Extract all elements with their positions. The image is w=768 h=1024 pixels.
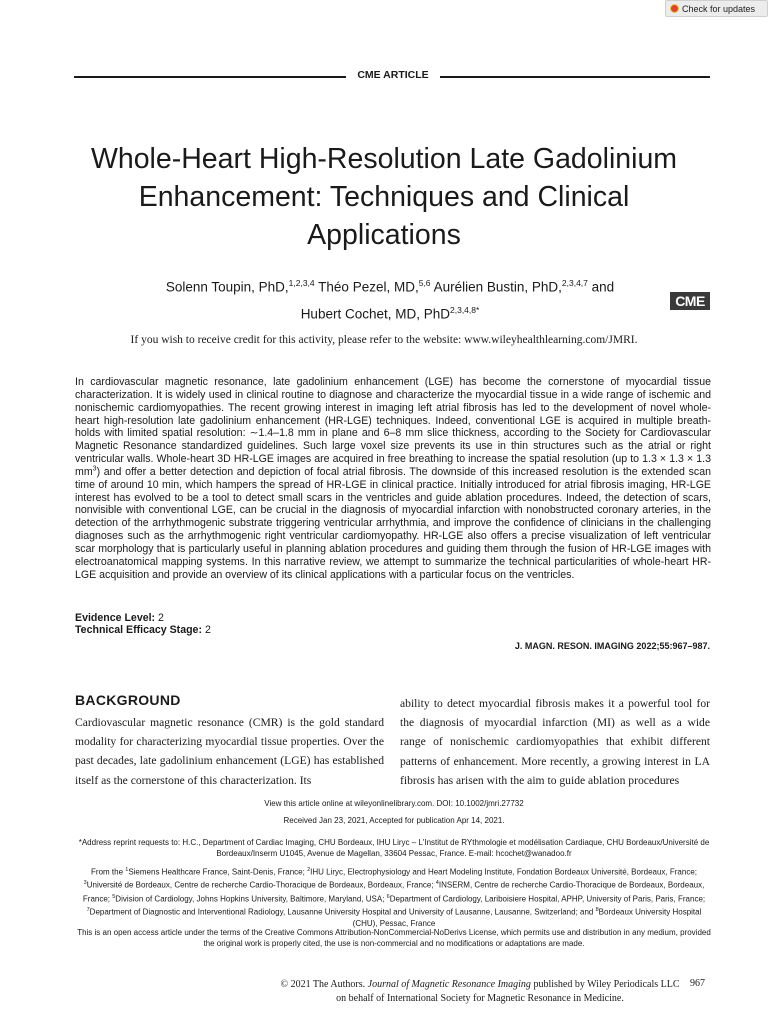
page-number: 967 [690, 978, 705, 989]
affiliation-number: 4 [435, 880, 439, 887]
affiliation-text: Université de Bordeaux, Centre de recherche Cardio-Thoracique de Bordeaux, Bordeaux, France; [86, 881, 436, 891]
footer-copyright [250, 978, 710, 992]
author-name: Théo Pezel, MD, [318, 279, 419, 295]
evidence-level [75, 612, 164, 624]
section-label: CME ARTICLE [357, 69, 429, 81]
author-name: Solenn Toupin, PhD, [165, 279, 289, 295]
affiliation-text: INSERM, Centre de recherche Cardio-Thoracique de Bordeaux, Bordeaux, France; [82, 881, 705, 904]
evidence-level-label: Evidence Level: [75, 612, 156, 624]
affiliation-text: IHU Liryc, Electrophysiology and Heart Modeling Institute, Fondation Bordeaux Université, Bordeaux, France; [310, 867, 697, 877]
affiliation-text: Bordeaux University Hospital (CHU), Pessac, France [352, 908, 702, 928]
affiliation-text: Division of Cardiology, Johns Hopkins University, Baltimore, Maryland, USA; [115, 894, 387, 904]
affiliation-number: 6 [386, 893, 390, 900]
footer [250, 978, 710, 1005]
affiliation-text: Department of Cardiology, Lariboisiere Hospital, APHP, University of Paris, Paris, France; [389, 894, 706, 904]
abstract-superscript: 3 [92, 465, 97, 473]
affiliation-number: 1 [125, 867, 129, 873]
journal-name: Journal of Magnetic Resonance Imaging [367, 979, 531, 990]
header-rule-right [440, 76, 710, 78]
efficacy-stage-value: 2 [204, 624, 211, 636]
affiliation-text: Department of Diagnostic and Interventional Radiology, Lausanne University Hospital and University of Lausanne, Lausanne, Switzerland; and [89, 908, 596, 918]
affiliation-number: 3 [83, 880, 87, 887]
publisher-text: published by Wiley Periodicals LLC [530, 979, 680, 990]
affiliation-number: 5 [112, 893, 116, 900]
author-name: Hubert Cochet, MD, PhD [300, 306, 450, 321]
article-title: Whole-Heart High-Resolution Late Gadolinium Enhancement: Techniques and Clinical Applications [90, 143, 678, 251]
journal-citation: J. MAGN. RESON. IMAGING 2022;55:967–987. [514, 641, 710, 651]
abstract [75, 376, 711, 582]
footer-society: on behalf of International Society for Magnetic Resonance in Medicine. [336, 992, 624, 1004]
view-online-note: View this article online at wileyonlinelibrary.com. DOI: 10.1002/jmri.27732 [264, 799, 524, 808]
license-note: This is an open access article under the terms of the Creative Commons Attribution-NonCommercial-NoDerivs License, which permits use and distribution in any medium, provided the original work is properly cited, the use is non-commercial and no modifications or adaptations are made. [77, 928, 711, 948]
author-affiliation: 1,2,3,4 [288, 278, 315, 288]
author-affiliation: 2,3,4,7 [561, 278, 588, 288]
received-dates: Received Jan 23, 2021, Accepted for publication Apr 14, 2021. [283, 816, 505, 825]
evidence-level-value: 2 [158, 612, 164, 624]
header-rule-left [74, 76, 346, 78]
affiliation-text: Siemens Healthcare France, Saint-Denis, France; [128, 867, 308, 877]
author-conjunction: and [591, 279, 615, 295]
author-affiliation: 2,3,4,8* [450, 304, 480, 315]
crossmark-icon [670, 4, 679, 13]
copyright-text: © 2021 The Authors. [280, 979, 368, 990]
efficacy-stage-label: Technical Efficacy Stage: [75, 624, 202, 636]
affiliation-number: 8 [595, 907, 599, 914]
affiliation-number: 7 [86, 907, 90, 914]
body-column-left: Cardiovascular magnetic resonance (CMR) is the gold standard modality for characterizing myocardial tissue properties. Over the past decades, late gadolinium enhancement (LGE) has established itself as the cornerstone of this characterization. Its [75, 716, 384, 787]
check-for-updates-button[interactable] [665, 0, 768, 17]
abstract-text: In cardiovascular magnetic resonance, late gadolinium enhancement (LGE) has become the cornerstone of myocardial tissue characterization. It is widely used in clinical routine to diagnose and characterize the myocardial tissue in a wide range of ischemic and nonischemic cardiomyopathies. The recent growing interest in imaging left atrial fibrosis has led to the development of novel whole-heart high-resolution late gadolinium enhancement (HR-LGE) techniques. Indeed, conventional LGE is acquired in multiple breath-holds with limited spatial resolution: ∼1.4–1.8 mm in plane and 6–8 mm slice thickness, according to the Society for Cardiovascular Magnetic Resonance standardized guidelines. Such large voxel size prevents its use in thin structures such as the atrial or right ventricular walls. Whole-heart 3D HR-LGE images are acquired in free breathing to increase the spatial resolution (up to 1.3 × 1.3 × 1.3 mm [75, 376, 711, 478]
affiliation-text: From the [91, 867, 126, 877]
affiliation-number: 2 [307, 867, 311, 873]
cme-logo: CME [670, 292, 710, 310]
check-updates-label: Check for updates [682, 4, 756, 14]
credit-note: If you wish to receive credit for this activity, please refer to the website: www.wileyhealthlearning.com/JMRI. [130, 334, 638, 346]
abstract-text-continued: ) and offer a better detection and depiction of focal atrial fibrosis. The downside of this increased resolution is the extended scan time of around 10 min, which hampers the spread of HR-LGE in clinical practice. Initially introduced for atrial fibrosis imaging, HR-LGE interest has evolved to be a tool to detect small scars in the ventricles and guide ablation procedures. Indeed, the detection of scars, nonvisible with conventional LGE, can be crucial in the diagnosis of myocardial infarction with nonobstructed coronary arteries, in the detection of the arrhythmogenic substrate triggering ventricular arrhythmia, and improve the confidence of clinicians in the challenging diagnoses such as the arrhythmogenic right ventricular cardiomyopathy. HR-LGE also offers a precise visualization of left ventricular scar morphology that is particularly useful in planning ablation procedures and guiding them through the fusion of HR-LGE images with electroanatomical mapping systems. In this narrative review, we attempt to summarize the technical particularities of whole-heart HR-LGE acquisition and provide an overview of its clinical applications with a particular focus on the ventricles. [75, 465, 711, 581]
author-affiliation: 5,6 [418, 278, 431, 288]
author-name: Aurélien Bustin, PhD, [433, 279, 562, 295]
section-heading-background: BACKGROUND [75, 692, 181, 708]
affiliations [76, 865, 712, 930]
reprint-address: *Address reprint requests to: H.C., Department of Cardiac Imaging, CHU Bordeaux, IHU Liryc – L'Institut de RYthmologie et modélisation Cardiaque, CHU Bordeaux/Université de Bordeaux/Inserm U1045, Avenue de Magellan, 33604 Pessac, France. E-mail: hcochet@wanadoo.fr [78, 838, 710, 858]
body-column-right: ability to detect myocardial fibrosis makes it a powerful tool for the diagnosis of myocardial infarction (MI) as well as a wide range of nonischemic cardiomyopathies that exhibit different patterns of enhancement. More recently, a growing interest in LA fibrosis has arisen with the aim to guide ablation procedures [400, 697, 710, 787]
technical-efficacy-stage [75, 624, 211, 636]
author-list [100, 272, 680, 325]
